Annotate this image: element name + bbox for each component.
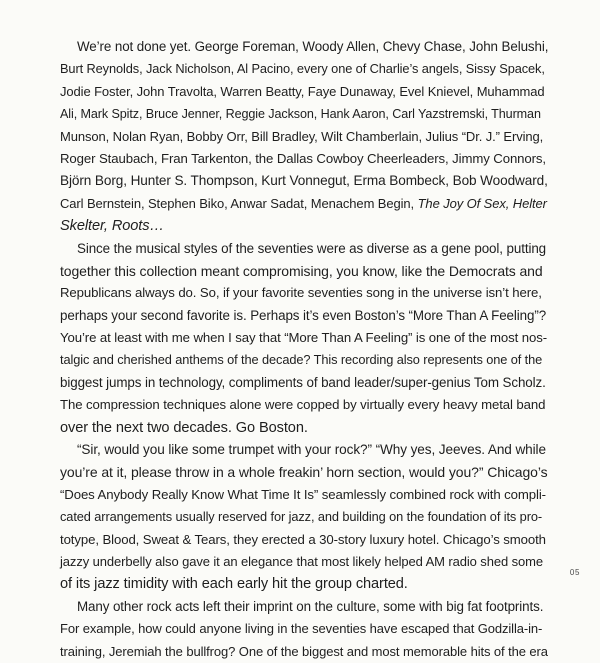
text-line: Munson, Nolan Ryan, Bobby Orr, Bill Bradley, Wilt Chamberlain, Julius “Dr. J.” Erving, <box>60 128 544 144</box>
text-line: Jodie Foster, John Travolta, Warren Beatty, Faye Dunaway, Evel Knievel, Muhammad <box>60 83 545 99</box>
text-line: perhaps your second favorite is. Perhaps it’s even Boston’s “More Than A Feeling”? <box>60 307 547 323</box>
text-line: Since the musical styles of the seventies were as diverse as a gene pool, putting <box>77 240 547 256</box>
text-line: The compression techniques alone were copped by virtually every heavy metal band <box>60 397 546 413</box>
paragraph-3 <box>60 439 548 596</box>
text-line: You’re at least with me when I say that “More Than A Feeling” is one of the most nos- <box>60 330 548 346</box>
paragraph-1 <box>60 36 548 238</box>
book-titles-italic: The Joy Of Sex, Helter <box>417 195 547 211</box>
body-text <box>60 36 548 663</box>
text-line: We’re not done yet. George Foreman, Woody Allen, Chevy Chase, John Belushi, <box>77 39 549 54</box>
book-titles-italic: Skelter, Roots… <box>60 218 164 235</box>
text-line: over the next two decades. Go Boston. <box>60 419 308 436</box>
text-line: Many other rock acts left their imprint on the culture, some with big fat footprints. <box>77 598 544 614</box>
page-number: 05 <box>569 568 580 577</box>
text-line: “Sir, would you like some trumpet with your rock?” “Why yes, Jeeves. And while <box>77 442 546 458</box>
text-line: For example, how could anyone living in the seventies have escaped that Godzilla-in- <box>60 621 543 637</box>
text-line: you’re at it, please throw in a whole freakin’ horn section, would you?” Chicago’s <box>60 464 548 481</box>
text-line: Björn Borg, Hunter S. Thompson, Kurt Vonnegut, Erma Bombeck, Bob Woodward, <box>60 173 548 189</box>
text-line: Roger Staubach, Fran Tarkenton, the Dallas Cowboy Cheerleaders, Jimmy Connors, <box>60 150 546 166</box>
text-line: talgic and cherished anthems of the decade? This recording also represents one of the <box>60 352 543 368</box>
paragraph-2 <box>60 238 548 440</box>
text-line: biggest jumps in technology, compliments of band leader/super-genius Tom Scholz. <box>60 374 546 390</box>
text-line: training, Jeremiah the bullfrog? One of the biggest and most memorable hits of the era <box>60 643 548 659</box>
paragraph-4 <box>60 596 548 663</box>
text-line-roman: Carl Bernstein, Stephen Biko, Anwar Sadat, Menachem Begin, <box>60 195 418 211</box>
text-line <box>60 215 548 237</box>
text-line: Republicans always do. So, if your favorite seventies song in the universe isn’t here, <box>60 285 542 301</box>
text-line: totype, Blood, Sweat & Tears, they erected a 30-story luxury hotel. Chicago’s smooth <box>60 531 546 547</box>
text-line: of its jazz timidity with each early hit the group charted. <box>60 576 408 593</box>
text-line <box>60 193 548 215</box>
text-line: together this collection meant compromising, you know, like the Democrats and <box>60 262 543 279</box>
text-line: Burt Reynolds, Jack Nicholson, Al Pacino, every one of Charlie’s angels, Sissy Spacek, <box>60 61 545 77</box>
text-line: Ali, Mark Spitz, Bruce Jenner, Reggie Jackson, Hank Aaron, Carl Yazstremski, Thurman <box>60 107 541 122</box>
text-line: “Does Anybody Really Know What Time It Is” seamlessly combined rock with compli- <box>60 486 546 502</box>
text-line: jazzy underbelly also gave it an elegance that most likely helped AM radio shed some <box>60 553 543 569</box>
text-line: cated arrangements usually reserved for jazz, and building on the foundation of its pro- <box>60 509 543 525</box>
